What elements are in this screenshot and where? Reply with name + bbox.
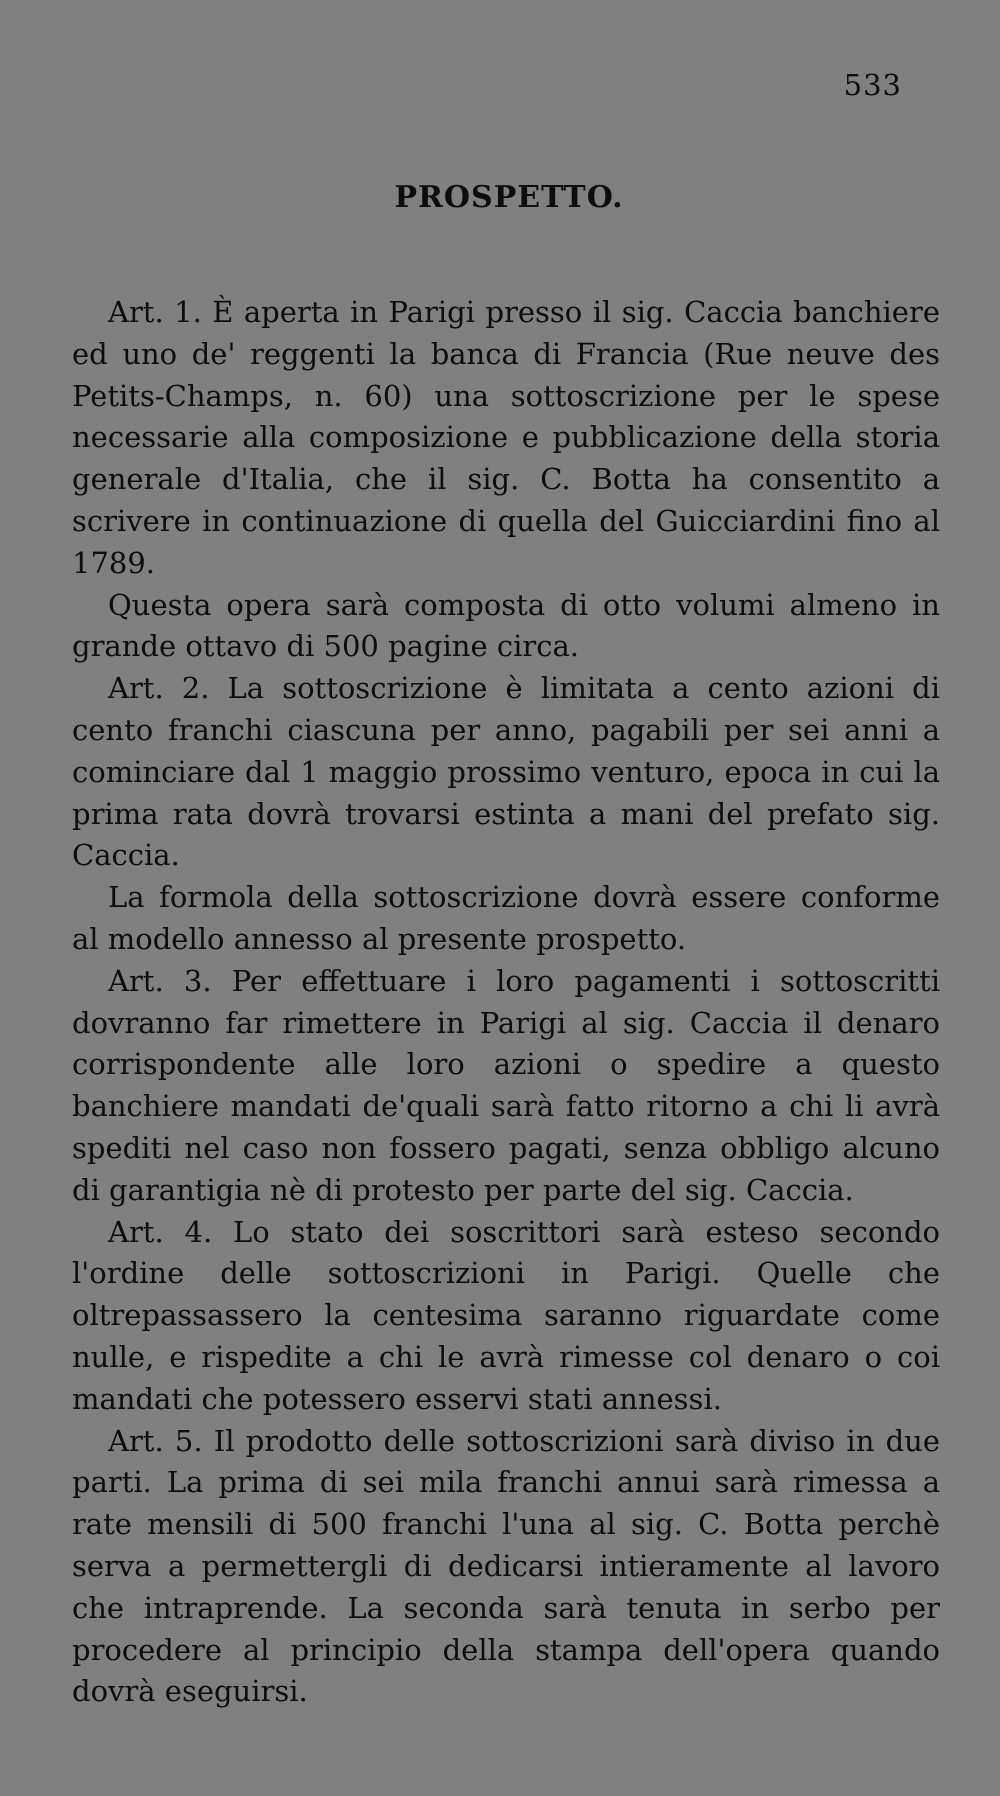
- paragraph-art-5: Art. 5. Il prodotto delle sottoscrizioni sarà diviso in due parti. La prima di sei mila franchi annui sarà rimessa a rate mensili di 500 franchi l'una al sig. C. Botta perchè serva a permettergli di dedicarsi intieramente al lavoro che intraprende. La seconda sarà tenuta in serbo per procedere al principio della stampa dell'opera quando dovrà eseguirsi.: [72, 1423, 940, 1709]
- paragraph-art-4: Art. 4. Lo stato dei soscrittori sarà esteso secondo l'ordine delle sottoscrizioni in Parigi. Quelle che oltrepassassero la centesima saranno riguardate come nulle, e rispedite a chi le avrà rimesse col denaro o coi mandati che potessero esservi stati annessi.: [72, 1214, 940, 1416]
- body-text: [72, 292, 940, 1713]
- page-title: PROSPETTO.: [394, 180, 624, 215]
- paragraph-art-3: Art. 3. Per effettuare i loro pagamenti i sottoscritti dovranno far rimettere in Parigi al sig. Caccia il denaro corrispondente alle loro azioni o spedire a questo banchiere mandati de'quali sarà fatto ritorno a chi li avrà spediti nel caso non fossero pagati, senza obbligo alcuno di garantigia nè di protesto per parte del sig. Caccia.: [72, 963, 940, 1207]
- paragraph-art-2: Art. 2. La sottoscrizione è limitata a cento azioni di cento franchi ciascuna per anno, pagabili per sei anni a cominciare dal 1 maggio prossimo venturo, epoca in cui la prima rata dovrà trovarsi estinta a mani del prefato sig. Caccia.: [72, 671, 940, 873]
- paragraph-art-2-cont: La formola della sottoscrizione dovrà essere conforme al modello annesso al presente prospetto.: [72, 880, 940, 956]
- paragraph-art-1: Art. 1. È aperta in Parigi presso il sig. Caccia banchiere ed uno de' reggenti la banca di Francia (Rue neuve des Petits-Champs, n. 60) una sottoscrizione per le spese necessarie alla composizione e pubblicazione della storia generale d'Italia, che il sig. C. Botta ha consentito a scrivere in continuazione di quella del Guicciardini fino al 1789.: [72, 295, 940, 580]
- paragraph-art-1-cont: Questa opera sarà composta di otto volumi almeno in grande ottavo di 500 pagine circa.: [72, 587, 940, 664]
- page-number: 533: [843, 68, 902, 102]
